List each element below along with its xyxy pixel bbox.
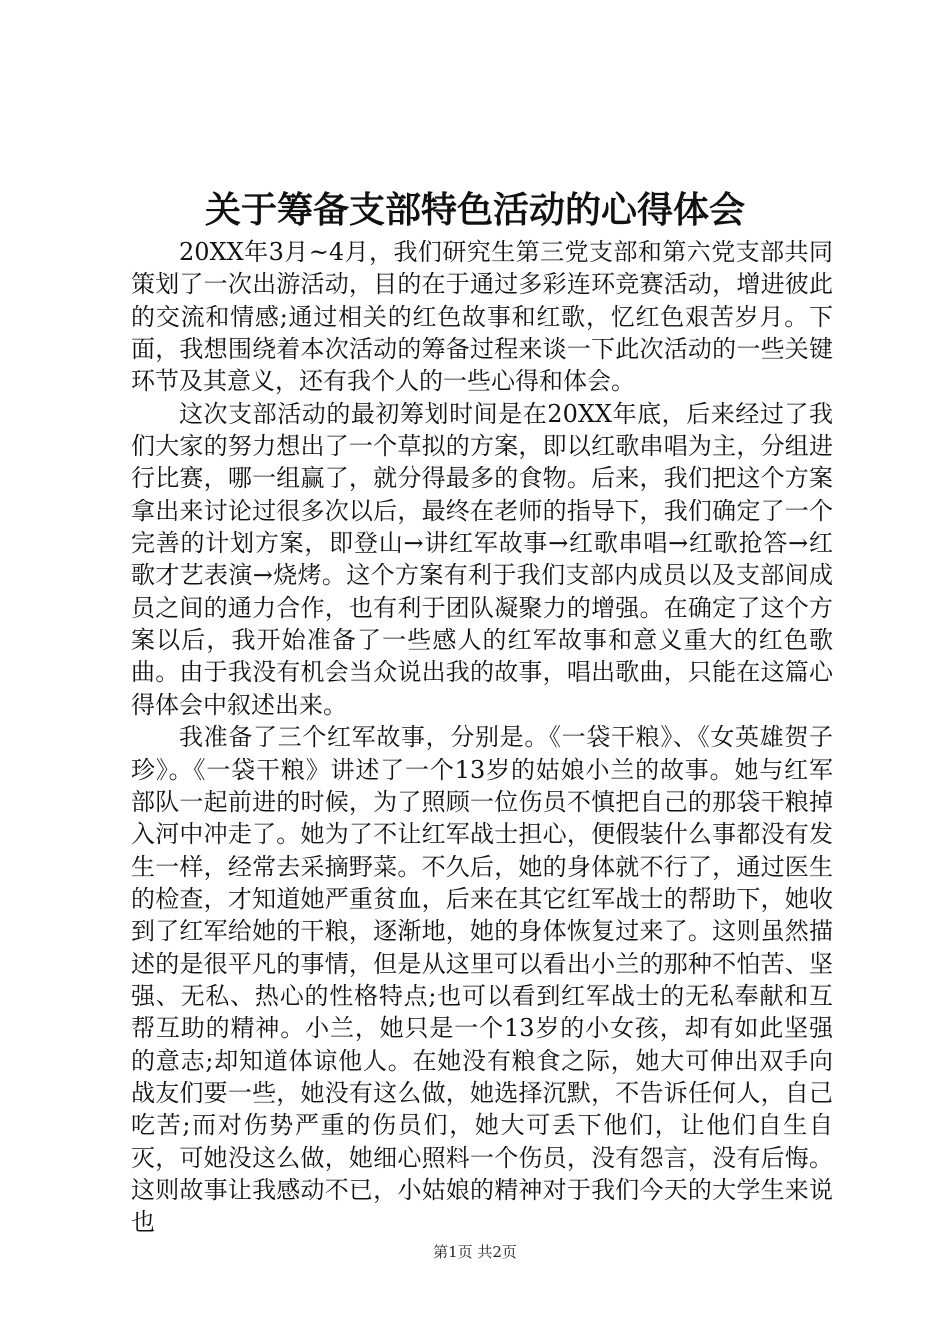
- document-title: 关于筹备支部特色活动的心得体会: [204, 189, 745, 231]
- page-number-footer: 第1页 共2页: [433, 1243, 517, 1261]
- paragraph-stories: 我准备了三个红军故事，分别是。《一袋干粮》、《女英雄贺子珍》。《一袋干粮》讲述了一个13岁的姑娘小兰的故事。她与红军部队一起前进的时候，为了照顾一位伤员不慎把自己的那袋干粮掉入河中冲走了。她为了不让红军战士担心，便假装什么事都没有发生一样，经常去采摘野菜。不久后，她的身体就不行了，通过医生的检查，才知道她严重贫血，后来在其它红军战士的帮助下，她收到了红军给她的干粮，逐渐地，她的身体恢复过来了。这则虽然描述的是很平凡的事情，但是从这里可以看出小兰的那种不怕苦、坚强、无私、热心的性格特点;也可以看到红军战士的无私奉献和互帮互助的精神。小兰，她只是一个13岁的小女孩，却有如此坚强的意志;却知道体谅他人。在她没有粮食之际，她大可伸出双手向战友们要一些，她没有这么做，她选择沉默，不告诉任何人，自己吃苦;而对伤势严重的伤员们，她大可丢下他们，让他们自生自灭，可她没这么做，她细心照料一个伤员，没有怨言，没有后悔。这则故事让我感动不已，小姑娘的精神对于我们今天的大学生来说也: [131, 723, 833, 1237]
- document-body: [131, 236, 833, 1239]
- paragraph-intro: 20XX年3月~4月，我们研究生第三党支部和第六党支部共同策划了一次出游活动，目的在于通过多彩连环竞赛活动，增进彼此的交流和情感;通过相关的红色故事和红歌，忆红色艰苦岁月。下面，我想围绕着本次活动的筹备过程来谈一下此次活动的一些关键环节及其意义，还有我个人的一些心得和体会。: [131, 238, 833, 396]
- paragraph-planning: 这次支部活动的最初筹划时间是在20XX年底，后来经过了我们大家的努力想出了一个草拟的方案，即以红歌串唱为主，分组进行比赛，哪一组赢了，就分得最多的食物。后来，我们把这个方案拿出来讨论过很多次以后，最终在老师的指导下，我们确定了一个完善的计划方案，即登山→讲红军故事→红歌串唱→红歌抢答→红歌才艺表演→烧烤。这个方案有利于我们支部内成员以及支部间成员之间的通力合作，也有利于团队凝聚力的增强。在确定了这个方案以后，我开始准备了一些感人的红军故事和意义重大的红色歌曲。由于我没有机会当众说出我的故事，唱出歌曲，只能在这篇心得体会中叙述出来。: [131, 399, 833, 719]
